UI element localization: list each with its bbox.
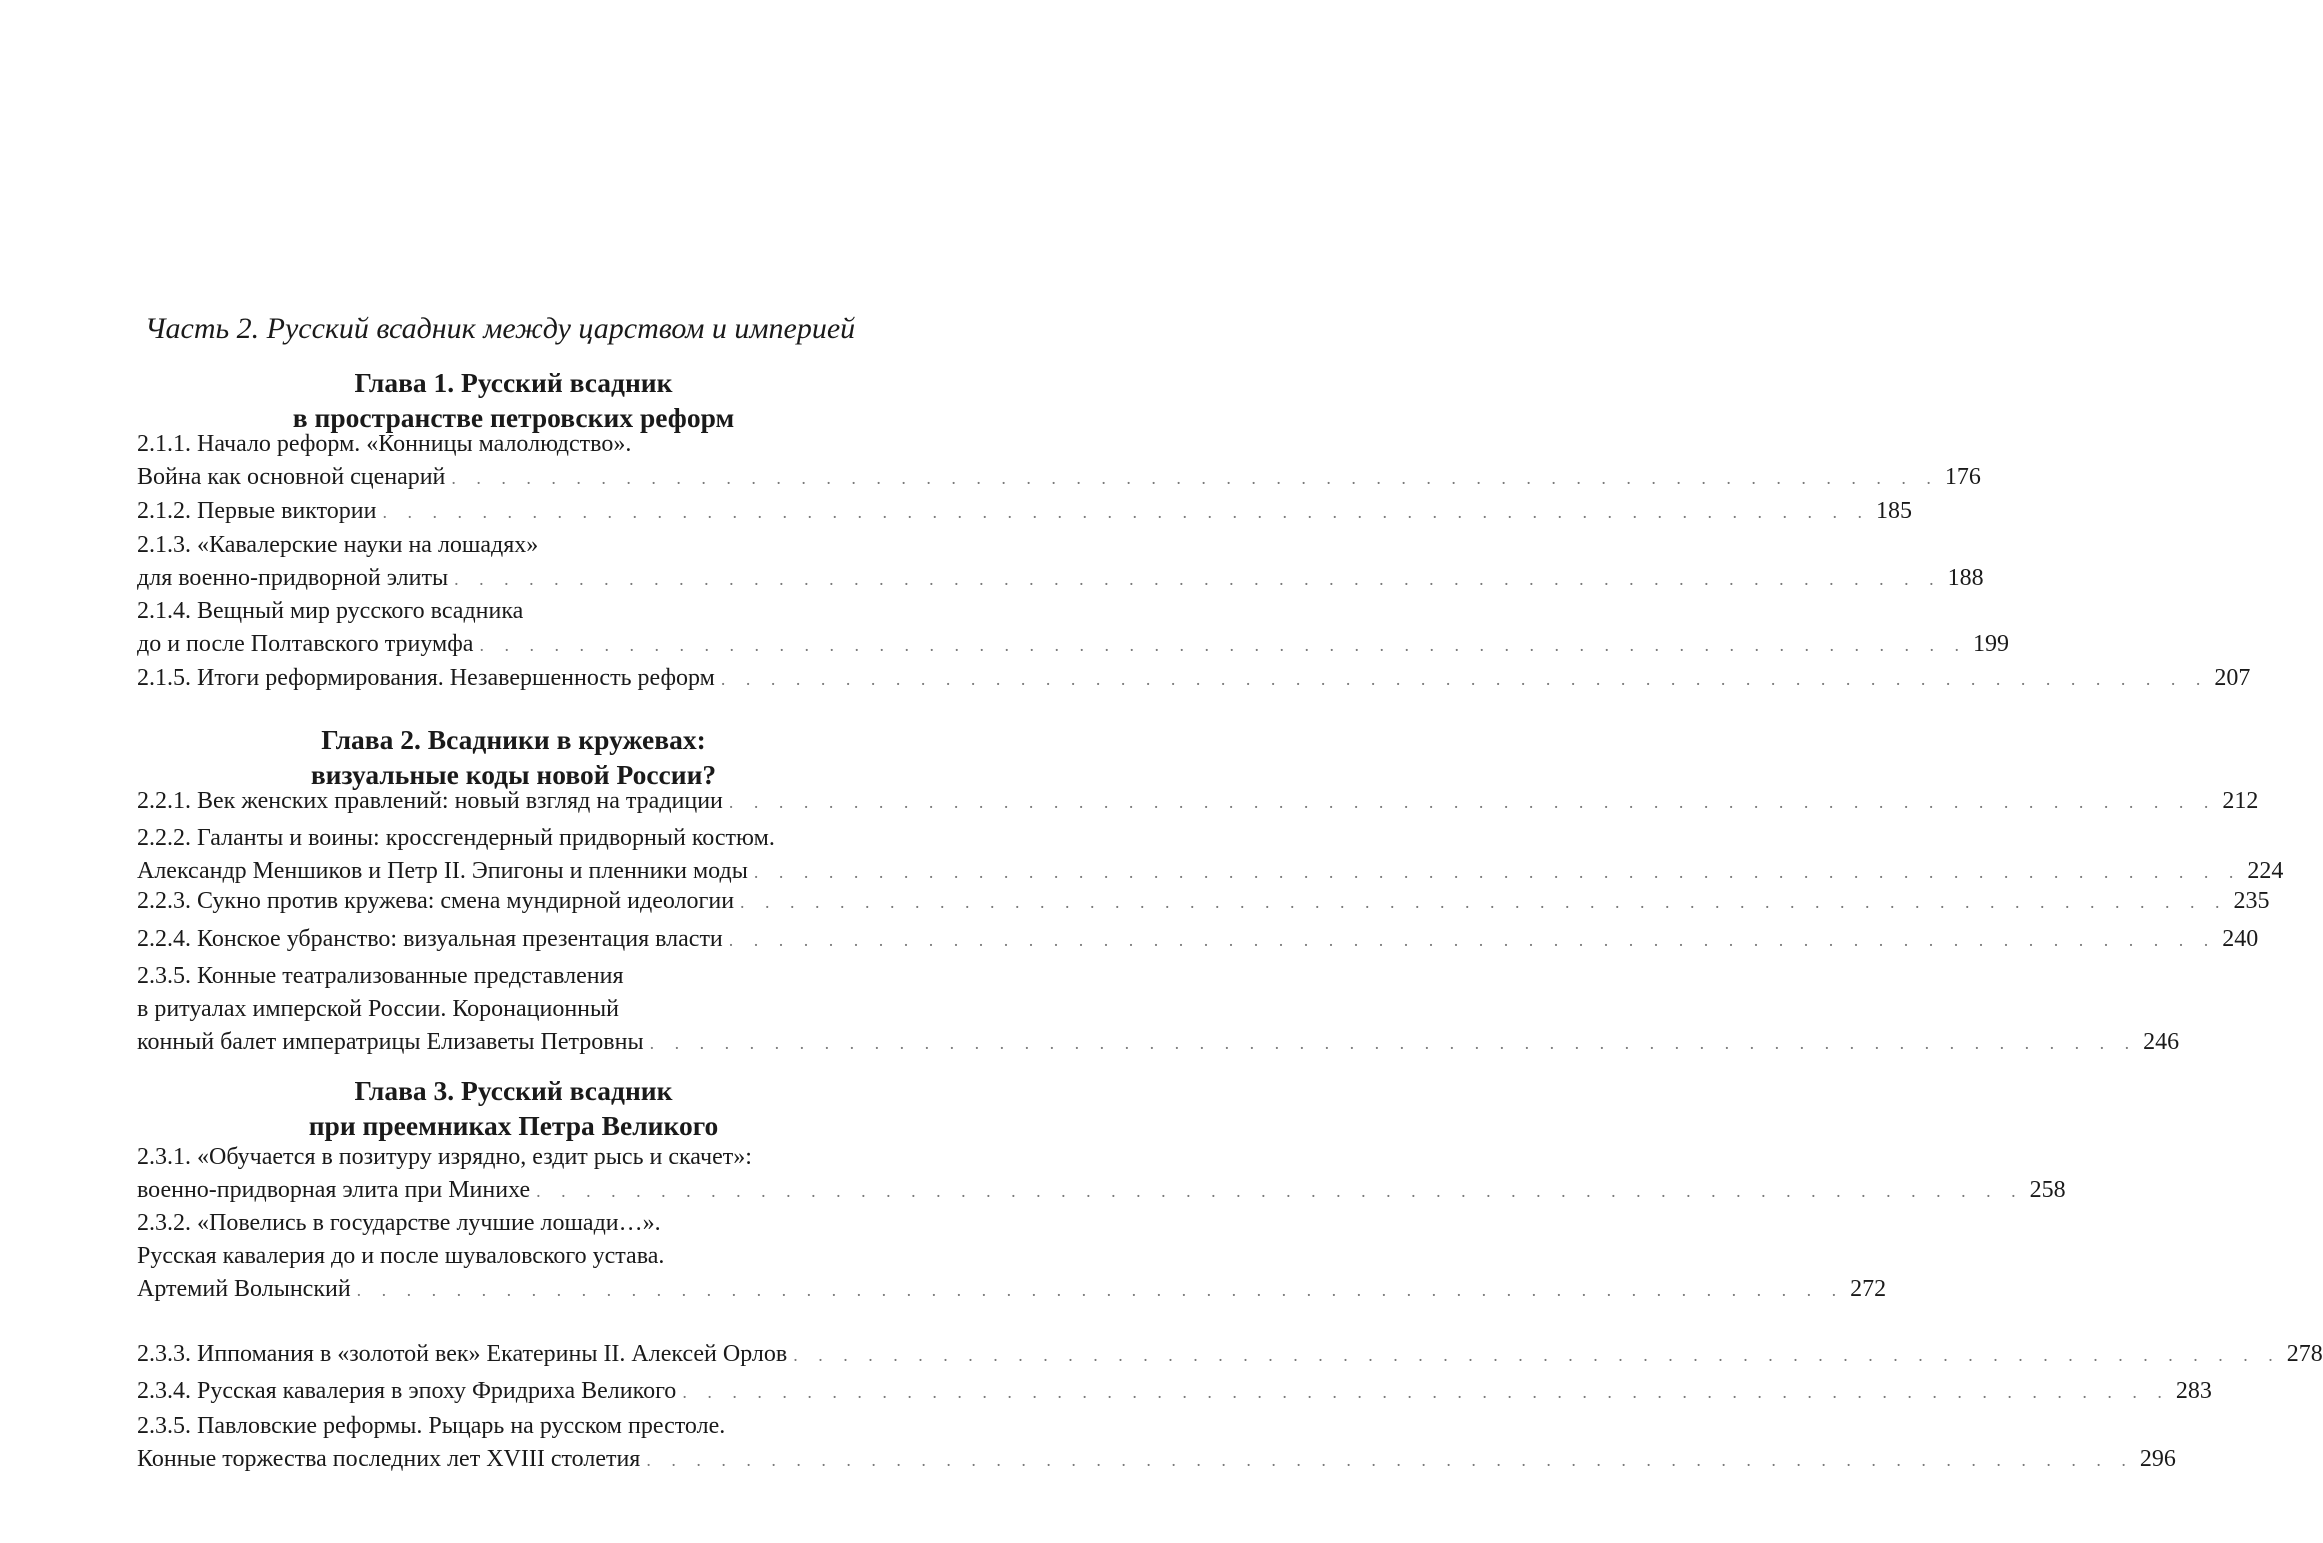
entry-text-line: 2.1.5. Итоги реформирования. Незавершенность реформ: [137, 665, 715, 691]
page-number: 212: [2222, 788, 2259, 814]
page-number: 283: [2175, 1378, 2212, 1404]
entry-text-line: 2.3.2. «Повелись в государстве лучшие лошади…».: [137, 1210, 661, 1236]
entry-text-line: Русская кавалерия до и после шуваловского устава.: [137, 1243, 665, 1269]
entry-last-line: [137, 628, 2009, 661]
toc-entry[interactable]: [137, 923, 2259, 956]
page-number: 176: [1944, 464, 1981, 490]
page-number: 188: [1947, 565, 1984, 591]
entry-last-line: [137, 1174, 2066, 1207]
dot-leader: . . . . . . . . . . . . . . . . . . . . . . . . . . . . . . . . . . . . . . . . . . . . . . . . . . . . . . . . . . . .: [536, 1181, 2024, 1201]
toc-entry[interactable]: [137, 1410, 2176, 1476]
entry-last-line: [137, 1338, 2323, 1371]
entry-last-line: [137, 461, 1981, 494]
page-number: 207: [2214, 665, 2251, 691]
chapter-title-line: Глава 1. Русский всадник: [354, 367, 673, 398]
toc-entry[interactable]: [137, 822, 2284, 888]
dot-leader: . . . . . . . . . . . . . . . . . . . . . . . . . . . . . . . . . . . . . . . . . . . . . . . . . . . . . . . . . . . .: [454, 569, 1942, 589]
entry-last-line: [137, 1273, 1887, 1306]
page-number: 272: [1850, 1276, 1887, 1302]
toc-entry[interactable]: [137, 428, 1981, 494]
page-number: 278: [2286, 1341, 2323, 1367]
entry-text-line: Война как основной сценарий: [137, 464, 446, 490]
page-number: 224: [2247, 858, 2284, 884]
entry-text-line: 2.2.4. Конское убранство: визуальная презентация власти: [137, 926, 723, 952]
entry-text-line: для военно-придворной элиты: [137, 565, 449, 591]
entry-text-line: 2.1.1. Начало реформ. «Конницы малолюдство».: [137, 431, 632, 457]
entry-text-line: Конные торжества последних лет XVIII столетия: [137, 1446, 641, 1472]
dot-leader: . . . . . . . . . . . . . . . . . . . . . . . . . . . . . . . . . . . . . . . . . . . . . . . . . . . . . . . . . . . .: [451, 468, 1939, 488]
dot-leader: . . . . . . . . . . . . . . . . . . . . . . . . . . . . . . . . . . . . . . . . . . . . . . . . . . . . . . . . . . . .: [649, 1033, 2138, 1053]
dot-leader: . . . . . . . . . . . . . . . . . . . . . . . . . . . . . . . . . . . . . . . . . . . . . . . . . . . . . . . . . . . .: [646, 1450, 2134, 1470]
dot-leader: . . . . . . . . . . . . . . . . . . . . . . . . . . . . . . . . . . . . . . . . . . . . . . . . . . . . . . . . . . . .: [728, 792, 2217, 812]
entry-text-line: конный балет императрицы Елизаветы Петровны: [137, 1029, 644, 1055]
page-number: 235: [2233, 888, 2270, 914]
dot-leader: . . . . . . . . . . . . . . . . . . . . . . . . . . . . . . . . . . . . . . . . . . . . . . . . . . . . . . . . . . . .: [740, 892, 2228, 912]
entry-last-line: [137, 855, 2284, 888]
dot-leader: . . . . . . . . . . . . . . . . . . . . . . . . . . . . . . . . . . . . . . . . . . . . . . . . . . . . . . . . . . . .: [356, 1280, 1845, 1300]
page-number: 296: [2139, 1446, 2176, 1472]
entry-last-line: [137, 662, 2251, 695]
page-number: 185: [1875, 498, 1912, 524]
toc-entry[interactable]: [137, 662, 2251, 695]
dot-leader: . . . . . . . . . . . . . . . . . . . . . . . . . . . . . . . . . . . . . . . . . . . . . . . . . . . . . . . . . . . .: [682, 1382, 2170, 1402]
entry-text-line: в ритуалах имперской России. Коронационный: [137, 996, 619, 1022]
entry-text-line: Александр Меншиков и Петр II. Эпигоны и пленники моды: [137, 858, 748, 884]
entry-text-line: 2.2.2. Галанты и воины: кроссгендерный придворный костюм.: [137, 825, 775, 851]
entry-text-line: военно-придворная элита при Минихе: [137, 1177, 531, 1203]
chapter-title-line: Глава 2. Всадники в кружевах:: [321, 724, 706, 755]
dot-leader: . . . . . . . . . . . . . . . . . . . . . . . . . . . . . . . . . . . . . . . . . . . . . . . . . . . . . . . . . . . .: [479, 635, 1967, 655]
chapter-title: [137, 722, 890, 792]
entry-last-line: [137, 885, 2270, 918]
toc-entry[interactable]: [137, 529, 1984, 595]
toc-entry[interactable]: [137, 785, 2259, 818]
toc-entry[interactable]: [137, 1338, 2323, 1371]
dot-leader: . . . . . . . . . . . . . . . . . . . . . . . . . . . . . . . . . . . . . . . . . . . . . . . . . . . . . . . . . . . .: [720, 669, 2209, 689]
toc-entry[interactable]: [137, 1375, 2212, 1408]
chapter-title-line: при преемниках Петра Великого: [308, 1110, 719, 1141]
entry-last-line: [137, 495, 1912, 528]
page-number: 246: [2143, 1029, 2180, 1055]
entry-text-line: 2.1.2. Первые виктории: [137, 498, 377, 524]
entry-text-line: 2.3.5. Павловские реформы. Рыцарь на русском престоле.: [137, 1413, 726, 1439]
entry-last-line: [137, 923, 2259, 956]
toc-entry[interactable]: [137, 595, 2009, 661]
entry-text-line: 2.1.4. Вещный мир русского всадника: [137, 598, 524, 624]
page-number: 199: [1972, 631, 2009, 657]
page-number: 258: [2029, 1177, 2066, 1203]
dot-leader: . . . . . . . . . . . . . . . . . . . . . . . . . . . . . . . . . . . . . . . . . . . . . . . . . . . . . . . . . . . .: [753, 862, 2242, 882]
entry-last-line: [137, 785, 2259, 818]
entry-last-line: [137, 562, 1984, 595]
entry-text-line: 2.3.3. Иппомания в «золотой век» Екатерины II. Алексей Орлов: [137, 1341, 788, 1367]
chapter-title: [137, 1073, 890, 1143]
entry-text-line: 2.1.3. «Кавалерские науки на лошадях»: [137, 532, 539, 558]
entry-last-line: [137, 1443, 2176, 1476]
entry-text-line: 2.2.1. Век женских правлений: новый взгляд на традиции: [137, 788, 723, 814]
entry-last-line: [137, 1026, 2180, 1059]
toc-entry[interactable]: [137, 495, 1912, 528]
entry-text-line: 2.3.1. «Обучается в позитуру изрядно, ездит рысь и скачет»:: [137, 1144, 752, 1170]
chapter-title-line: визуальные коды новой России?: [310, 759, 717, 790]
chapter-title-line: в пространстве петровских реформ: [292, 402, 735, 433]
entry-text-line: Артемий Волынский: [137, 1276, 351, 1302]
chapter-title: [137, 365, 890, 435]
entry-text-line: 2.2.3. Сукно против кружева: смена мундирной идеологии: [137, 888, 735, 914]
entry-last-line: [137, 1375, 2212, 1408]
chapter-title-line: Глава 3. Русский всадник: [354, 1075, 673, 1106]
page-number: 240: [2222, 926, 2259, 952]
toc-entry[interactable]: [137, 1207, 1887, 1306]
toc-entry[interactable]: [137, 960, 2180, 1059]
dot-leader: . . . . . . . . . . . . . . . . . . . . . . . . . . . . . . . . . . . . . . . . . . . . . . . . . . . . . . . . . . . .: [382, 502, 1870, 522]
dot-leader: . . . . . . . . . . . . . . . . . . . . . . . . . . . . . . . . . . . . . . . . . . . . . . . . . . . . . . . . . . . .: [793, 1345, 2281, 1365]
entry-text-line: до и после Полтавского триумфа: [137, 631, 474, 657]
entry-text-line: 2.3.5. Конные театрализованные представления: [137, 963, 624, 989]
toc-entry[interactable]: [137, 1141, 2066, 1207]
dot-leader: . . . . . . . . . . . . . . . . . . . . . . . . . . . . . . . . . . . . . . . . . . . . . . . . . . . . . . . . . . . .: [728, 930, 2217, 950]
toc-entry[interactable]: [137, 885, 2270, 918]
part-title: Часть 2. Русский всадник между царством и империей: [144, 312, 856, 345]
entry-text-line: 2.3.4. Русская кавалерия в эпоху Фридриха Великого: [137, 1378, 677, 1404]
